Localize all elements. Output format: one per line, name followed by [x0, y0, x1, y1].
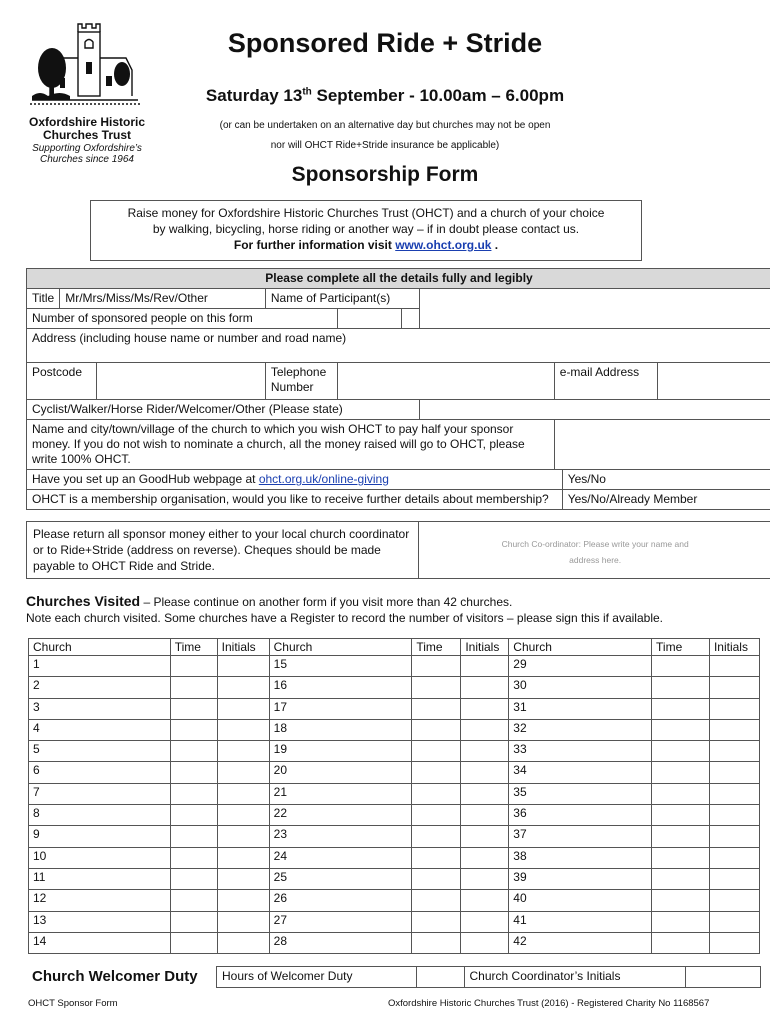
church-entry-field[interactable]: 41: [509, 911, 652, 932]
church-entry-field[interactable]: 12: [29, 890, 171, 911]
sponsored-people-spacer: [401, 309, 419, 329]
date-rest: September - 10.00am – 6.00pm: [311, 86, 565, 105]
time-field[interactable]: [652, 677, 710, 698]
table-row: [29, 868, 760, 889]
intro-line3: [97, 237, 635, 253]
church-entry-field[interactable]: 28: [269, 932, 412, 953]
time-field[interactable]: [170, 805, 217, 826]
initials-field[interactable]: [217, 932, 269, 953]
church-entry-field[interactable]: 1: [29, 656, 171, 677]
initials-field[interactable]: [709, 805, 759, 826]
initials-field[interactable]: [709, 847, 759, 868]
time-field[interactable]: [412, 719, 461, 740]
time-field[interactable]: [652, 911, 710, 932]
church-entry-field[interactable]: 13: [29, 911, 171, 932]
time-field[interactable]: [412, 826, 461, 847]
church-entry-field[interactable]: 8: [29, 805, 171, 826]
table-row: [29, 805, 760, 826]
col-church-3: Church: [509, 639, 652, 656]
church-entry-field[interactable]: 40: [509, 890, 652, 911]
time-field[interactable]: [652, 656, 710, 677]
org-name-line2: Churches Trust: [42, 128, 132, 142]
col-time-2: Time: [412, 639, 461, 656]
churches-visited-heading: [26, 593, 512, 609]
form-title: Sponsorship Form: [291, 163, 479, 186]
table-row: [29, 698, 760, 719]
time-field[interactable]: [170, 783, 217, 804]
membership-question: OHCT is a membership organisation, would you like to receive further details about membership?: [27, 490, 563, 510]
time-field[interactable]: [652, 719, 710, 740]
time-field[interactable]: [170, 890, 217, 911]
initials-field[interactable]: [461, 783, 509, 804]
time-field[interactable]: [412, 805, 461, 826]
event-date: [160, 86, 610, 106]
church-entry-field[interactable]: 32: [509, 719, 652, 740]
org-name-line1: Oxfordshire Historic: [28, 115, 146, 129]
table-row: [29, 783, 760, 804]
church-entry-field[interactable]: 16: [269, 677, 412, 698]
mode-label: Cyclist/Walker/Horse Rider/Welcomer/Other (Please state): [27, 400, 420, 420]
telephone-field[interactable]: [337, 363, 554, 400]
col-time-3: Time: [652, 639, 710, 656]
org-tag-line2: Churches since 1964: [40, 154, 134, 165]
coordinator-address-field[interactable]: [419, 522, 770, 579]
church-entry-field[interactable]: 39: [509, 868, 652, 889]
church-entry-field[interactable]: 9: [29, 826, 171, 847]
initials-field[interactable]: [461, 911, 509, 932]
ohct-website-link[interactable]: www.ohct.org.uk: [395, 238, 492, 252]
initials-field[interactable]: [709, 719, 759, 740]
church-entry-field[interactable]: 6: [29, 762, 171, 783]
time-field[interactable]: [412, 762, 461, 783]
return-money-box: [26, 521, 770, 579]
churches-visited-table: [28, 638, 760, 954]
date-suffix: th: [302, 86, 312, 98]
time-field[interactable]: [170, 826, 217, 847]
time-field[interactable]: [652, 762, 710, 783]
church-entry-field[interactable]: 27: [269, 911, 412, 932]
return-instructions: Please return all sponsor money either to your local church coordinator or to Ride+Stride (address on reverse). Cheques should be made payable to OHCT Ride and Stride.: [27, 522, 419, 579]
initials-field[interactable]: [461, 741, 509, 762]
church-entry-field[interactable]: 24: [269, 847, 412, 868]
intro-line3-suffix: .: [491, 238, 499, 252]
initials-field[interactable]: [217, 805, 269, 826]
intro-box: [90, 200, 642, 261]
church-entry-field[interactable]: 5: [29, 741, 171, 762]
initials-field[interactable]: [461, 698, 509, 719]
table-row: [29, 719, 760, 740]
postcode-cell: [27, 363, 266, 400]
church-entry-field[interactable]: 17: [269, 698, 412, 719]
time-field[interactable]: [170, 698, 217, 719]
time-field[interactable]: [412, 783, 461, 804]
initials-field[interactable]: [217, 847, 269, 868]
time-field[interactable]: [170, 847, 217, 868]
time-field[interactable]: [412, 932, 461, 953]
details-heading: Please complete all the details fully and legibly: [27, 269, 770, 289]
church-entry-field[interactable]: 4: [29, 719, 171, 740]
churches-visited-instructions: Note each church visited. Some churches have a Register to record the number of visitors – please sign this if available.: [26, 611, 663, 625]
page-title: Sponsored Ride + Stride: [227, 28, 543, 58]
col-church-1: Church: [29, 639, 171, 656]
title-label: Title: [27, 289, 60, 309]
initials-field[interactable]: [709, 783, 759, 804]
church-entry-field[interactable]: 7: [29, 783, 171, 804]
initials-field[interactable]: [217, 868, 269, 889]
time-field[interactable]: [652, 826, 710, 847]
church-entry-field[interactable]: 3: [29, 698, 171, 719]
time-field[interactable]: [170, 656, 217, 677]
address-label: Address (including house name or number and road name): [32, 331, 347, 345]
time-field[interactable]: [412, 868, 461, 889]
church-nominate-label: Name and city/town/village of the church to which you wish OHCT to pay half your sponsor money. If you do not wish to nominate a church, all the money raised will go to OHCT, please write 100% OHCT.: [27, 420, 555, 470]
church-entry-field[interactable]: 20: [269, 762, 412, 783]
initials-field[interactable]: [461, 719, 509, 740]
email-field[interactable]: [658, 363, 770, 400]
time-field[interactable]: [412, 890, 461, 911]
time-field[interactable]: [412, 741, 461, 762]
title-options[interactable]: Mr/Mrs/Miss/Ms/Rev/Other: [60, 289, 266, 309]
col-initials-1: Initials: [217, 639, 269, 656]
initials-field[interactable]: [709, 741, 759, 762]
footer-charity: Oxfordshire Historic Churches Trust (2016) - Registered Charity No 1168567: [388, 998, 710, 1009]
churches-visited-note: – Please continue on another form if you visit more than 42 churches.: [140, 595, 513, 609]
table-row: [29, 847, 760, 868]
initials-field[interactable]: [709, 762, 759, 783]
church-entry-field[interactable]: 36: [509, 805, 652, 826]
participant-name-field[interactable]: [419, 289, 770, 329]
initials-field[interactable]: [461, 890, 509, 911]
time-field[interactable]: [412, 698, 461, 719]
church-nominate-field[interactable]: [554, 420, 770, 470]
initials-field[interactable]: [709, 656, 759, 677]
initials-field[interactable]: [709, 826, 759, 847]
sponsored-people-field[interactable]: [337, 309, 401, 329]
date-prefix: Saturday 13: [205, 86, 303, 105]
time-field[interactable]: [170, 932, 217, 953]
church-entry-field[interactable]: 26: [269, 890, 412, 911]
church-entry-field[interactable]: 2: [29, 677, 171, 698]
church-entry-field[interactable]: 35: [509, 783, 652, 804]
coordinator-initials-label: Church Coordinator’s Initials: [464, 967, 686, 988]
church-entry-field[interactable]: 19: [269, 741, 412, 762]
time-field[interactable]: [652, 890, 710, 911]
initials-field[interactable]: [461, 932, 509, 953]
intro-line2: by walking, bicycling, horse riding or another way – if in doubt please contact us.: [152, 222, 580, 236]
table-row: [29, 741, 760, 762]
postcode-label: Postcode: [27, 363, 97, 399]
initials-field[interactable]: [709, 890, 759, 911]
intro-line3-prefix: For further information visit: [233, 238, 396, 252]
time-field[interactable]: [412, 911, 461, 932]
initials-field[interactable]: [461, 805, 509, 826]
time-field[interactable]: [170, 677, 217, 698]
initials-field[interactable]: [461, 656, 509, 677]
church-entry-field[interactable]: 22: [269, 805, 412, 826]
membership-options[interactable]: Yes/No/Already Member: [562, 490, 770, 510]
church-entry-field[interactable]: 30: [509, 677, 652, 698]
church-entry-field[interactable]: 38: [509, 847, 652, 868]
col-initials-2: Initials: [461, 639, 509, 656]
initials-field[interactable]: [461, 762, 509, 783]
church-entry-field[interactable]: 23: [269, 826, 412, 847]
initials-field[interactable]: [217, 911, 269, 932]
initials-field[interactable]: [217, 762, 269, 783]
initials-field[interactable]: [217, 890, 269, 911]
col-initials-3: Initials: [709, 639, 759, 656]
goodhub-question: [27, 470, 563, 490]
footer-form-name: OHCT Sponsor Form: [28, 998, 118, 1009]
time-field[interactable]: [652, 698, 710, 719]
time-field[interactable]: [412, 656, 461, 677]
initials-field[interactable]: [461, 826, 509, 847]
welcomer-duty-label: Church Welcomer Duty: [32, 968, 198, 985]
goodhub-link[interactable]: ohct.org.uk/online-giving: [258, 472, 389, 486]
intro-line1: Raise money for Oxfordshire Historic Churches Trust (OHCT) and a church of your choice: [127, 206, 605, 220]
time-field[interactable]: [170, 762, 217, 783]
church-entry-field[interactable]: 34: [509, 762, 652, 783]
time-field[interactable]: [652, 783, 710, 804]
table-row: [29, 677, 760, 698]
church-entry-field[interactable]: 31: [509, 698, 652, 719]
participant-details-table: [26, 268, 770, 510]
initials-field[interactable]: [461, 868, 509, 889]
time-field[interactable]: [652, 847, 710, 868]
org-tagline: [22, 143, 152, 165]
welcomer-hours-label: Hours of Welcomer Duty: [217, 967, 417, 988]
time-field[interactable]: [170, 911, 217, 932]
initials-field[interactable]: [217, 783, 269, 804]
table-row: [29, 762, 760, 783]
initials-field[interactable]: [709, 698, 759, 719]
church-entry-field[interactable]: 21: [269, 783, 412, 804]
table-row: [29, 932, 760, 953]
org-tag-line1: Supporting Oxfordshire’s: [32, 143, 142, 154]
sponsored-people-label: Number of sponsored people on this form: [27, 309, 338, 329]
telephone-label: Telephone Number: [265, 363, 337, 400]
churches-visited-title: Churches Visited: [26, 593, 141, 609]
church-entry-field[interactable]: 37: [509, 826, 652, 847]
table-row: [29, 826, 760, 847]
table-row: [29, 656, 760, 677]
time-field[interactable]: [170, 741, 217, 762]
table-row: [29, 911, 760, 932]
time-field[interactable]: [412, 677, 461, 698]
church-entry-field[interactable]: 33: [509, 741, 652, 762]
initials-field[interactable]: [461, 847, 509, 868]
welcomer-duty-table: [216, 966, 761, 988]
time-field[interactable]: [652, 932, 710, 953]
initials-field[interactable]: [709, 677, 759, 698]
time-field[interactable]: [652, 805, 710, 826]
date-note-line2: nor will OHCT Ride+Stride insurance be applicable): [270, 140, 500, 151]
time-field[interactable]: [170, 868, 217, 889]
church-entry-field[interactable]: 14: [29, 932, 171, 953]
initials-field[interactable]: [217, 656, 269, 677]
initials-field[interactable]: [709, 868, 759, 889]
initials-field[interactable]: [461, 677, 509, 698]
col-church-2: Church: [269, 639, 412, 656]
org-name: [22, 116, 152, 142]
church-entry-field[interactable]: 11: [29, 868, 171, 889]
goodhub-prefix: Have you set up an GoodHub webpage at: [32, 472, 259, 486]
church-entry-field[interactable]: 15: [269, 656, 412, 677]
initials-field[interactable]: [217, 698, 269, 719]
coordinator-hint: Church Co-ordinator: Please write your name and address here.: [501, 539, 689, 565]
initials-field[interactable]: [709, 911, 759, 932]
ohct-logo: [30, 18, 140, 108]
initials-field[interactable]: [217, 677, 269, 698]
churches-header-row: [29, 639, 760, 656]
church-entry-field[interactable]: 25: [269, 868, 412, 889]
participant-label: Name of Participant(s): [265, 289, 419, 309]
mode-field[interactable]: [419, 400, 770, 420]
church-entry-field[interactable]: 42: [509, 932, 652, 953]
col-time-1: Time: [170, 639, 217, 656]
church-entry-field[interactable]: 10: [29, 847, 171, 868]
time-field[interactable]: [170, 719, 217, 740]
church-entry-field[interactable]: 18: [269, 719, 412, 740]
coordinator-initials-field[interactable]: [686, 967, 761, 988]
church-entry-field[interactable]: 29: [509, 656, 652, 677]
goodhub-options[interactable]: Yes/No: [562, 470, 770, 490]
address-field[interactable]: [27, 329, 770, 363]
date-note-line1: (or can be undertaken on an alternative day but churches may not be open: [219, 120, 551, 131]
time-field[interactable]: [652, 741, 710, 762]
initials-field[interactable]: [217, 826, 269, 847]
time-field[interactable]: [652, 868, 710, 889]
time-field[interactable]: [412, 847, 461, 868]
postcode-field[interactable]: [97, 363, 265, 399]
initials-field[interactable]: [217, 741, 269, 762]
welcomer-hours-field[interactable]: [416, 967, 464, 988]
initials-field[interactable]: [217, 719, 269, 740]
email-label: e-mail Address: [554, 363, 658, 400]
initials-field[interactable]: [709, 932, 759, 953]
table-row: [29, 890, 760, 911]
